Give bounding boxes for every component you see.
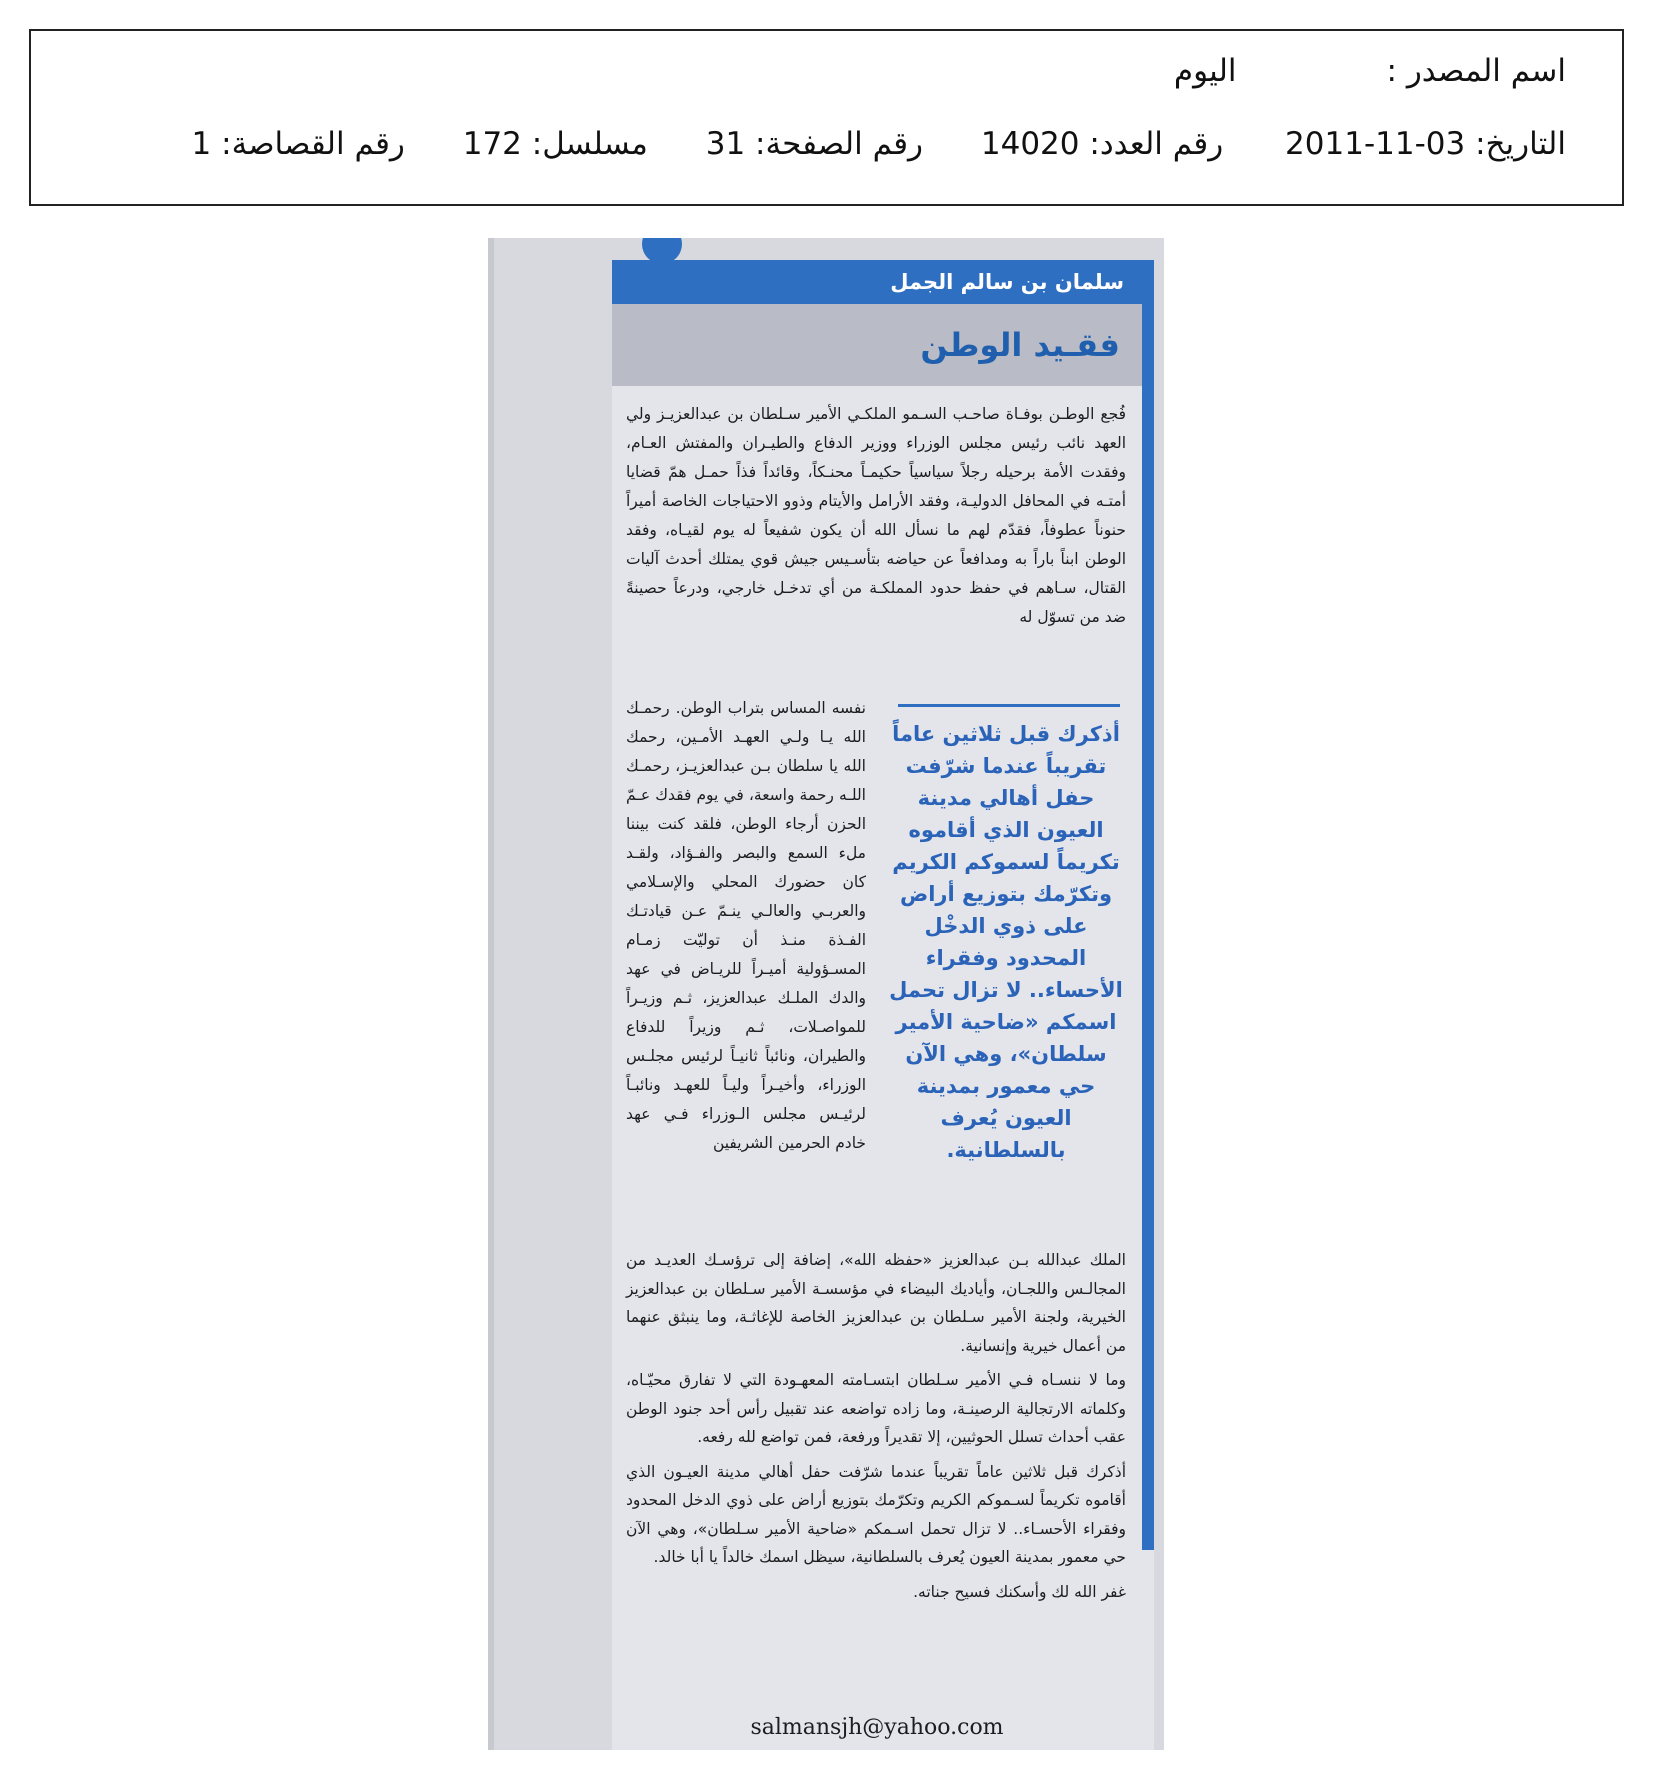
paragraph-3: أذكرك قبل ثلاثين عاماً تقريباً عندما شرّفت حفل أهالي مدينة العيـون الذي أقاموه تكريماً لسـموكم الكريم وتكرّمك بتوزيع أراض على ذوي الدخل المحدود وفقراء الأحسـاء.. لا تزال تحمل اسـمكم «ضاحية الأمير سـلطان»، وهي الآن حي معمور بمدينة العيون يُعرف بالسلطانية، سيظل اسمك خالداً يا أبا خالد. — [626, 1462, 1126, 1566]
pull-quote-rule — [898, 704, 1120, 707]
pull-quote: أذكرك قبل ثلاثين عاماً تقريباً عندما شرّفت حفل أهالي مدينة العيون الذي أقاموه تكريماً لسموكم الكريم وتكرّمك بتوزيع أراض على ذوي الدخْل المحدود وفقراء الأحساء.. لا تزال تحمل اسمكم «ضاحية الأمير سلطان»، وهي الآن حي معمور بمدينة العيون يُعرف بالسلطانية. — [889, 722, 1123, 1162]
page-value: 31 — [705, 126, 746, 162]
serial-label: مسلسل: — [531, 126, 648, 162]
article-intro — [626, 400, 1126, 638]
source-label: اسم المصدر : — [1386, 53, 1566, 89]
date-label: التاريخ: — [1475, 126, 1566, 162]
source-value: اليوم — [1173, 53, 1237, 89]
article-narrow-column — [626, 694, 866, 1164]
article-column — [612, 260, 1154, 1750]
page-label: رقم الصفحة: — [755, 126, 924, 162]
column-border-rule — [1142, 260, 1154, 1550]
paragraph-4: غفر الله لك وأسكنك فسيح جناته. — [913, 1582, 1126, 1601]
intro-paragraph: فُجع الوطـن بوفـاة صاحـب السـمو الملكـي الأمير سـلطان بن عبدالعزيـز ولي العهد نائب رئيس مجلس الوزراء ووزير الدفاع والطيـران والمفتش العـام، وفقدت الأمة برحيله رجلاً سياسياً حكيمـاً محنـكاً، وقائداً فذاً حمـل همّ قضايا أمتـه في المحافل الدوليـة، وفقد الأرامل والأيتام وذوو الاحتياجات الخاصة أميراً حنوناً عطوفاً، فقدّم لهم ما نسأل الله أن يكون شفيعاً له يوم لقيـاه، وفقد الوطن ابناً باراً به ومدافعاً عن حياضه بتأسـيس جيش قوي يمتلك أحدث آليات القتال، سـاهم في حفظ حدود المملكـة من أي تدخـل خارجي، ودرعاً حصينةً ضد من تسوّل له — [626, 405, 1126, 626]
article-title: فقـيد الوطن — [612, 304, 1142, 386]
author-byline: سلمان بن سالم الجمل — [612, 260, 1154, 304]
source-row — [1174, 53, 1566, 89]
newspaper-clipping — [488, 238, 1164, 1750]
details-row — [192, 126, 1566, 162]
source-metadata-box — [29, 29, 1624, 206]
issue-label: رقم العدد: — [1089, 126, 1224, 162]
issue-value: 14020 — [980, 126, 1080, 162]
paragraph-2: وما لا ننسـاه فـي الأمير سـلطان ابتسـامته المعهـودة التي لا تفارق محيّـاه، وكلماته الارتجالية الرصينـة، وما زاده تواضعه عند تقبيل رأس أحد جنود الوطن عقب أحداث تسلل الحوثيين، إلا تقديراً ورفعة، فمن تواضع لله رفعه. — [626, 1371, 1126, 1446]
paragraph-1: الملك عبدالله بـن عبدالعزيز «حفظه الله»، إضافة إلى ترؤسـك العديـد من المجالـس واللجـان، وأياديك البيضاء في مؤسسـة الأمير سـلطان بن عبدالعزيز الخيرية، ولجنة الأمير سـلطان بن عبدالعزيز الخاصة للإغاثـة، وما ينبثق عنهما من أعمال خيرية وإنسانية. — [626, 1251, 1126, 1355]
serial-value: 172 — [462, 126, 522, 162]
author-email: salmansjh@yahoo.com — [750, 1715, 1004, 1740]
clip-label: رقم القصاصة: — [221, 126, 405, 162]
article-closing — [626, 1246, 1126, 1612]
narrow-column-paragraph: نفسه المساس بتراب الوطن. رحمـك الله يـا ولـي العهـد الأمـين، رحمك الله يا سلطان بـن عبدالعزيـز، رحمـك اللـه رحمة واسعة، في يوم فقدك عـمّ الحزن أرجاء الوطن، فلقد كنت بيننا ملء السمع والبصر والفـؤاد، ولقـد كان حضورك المحلي والإسـلامي والعربـي والعالـي ينـمّ عـن قيادتـك الفـذة منـذ أن توليّت زمـام المسـؤولية أميـراً للريـاض في عهد والدك الملـك عبدالعزيز، ثـم وزيـراً للمواصـلات، ثـم وزيراً للدفاع والطيران، ونائباً ثانيـاً لرئيس مجلـس الوزراء، وأخيـراً وليـاً للعهـد ونائبـاً لرئيـس مجلس الـوزراء فـي عهد خادم الحرمين الشريفين — [626, 699, 866, 1152]
date-value: 2011-11-03 — [1285, 126, 1466, 162]
clip-value: 1 — [191, 126, 212, 162]
